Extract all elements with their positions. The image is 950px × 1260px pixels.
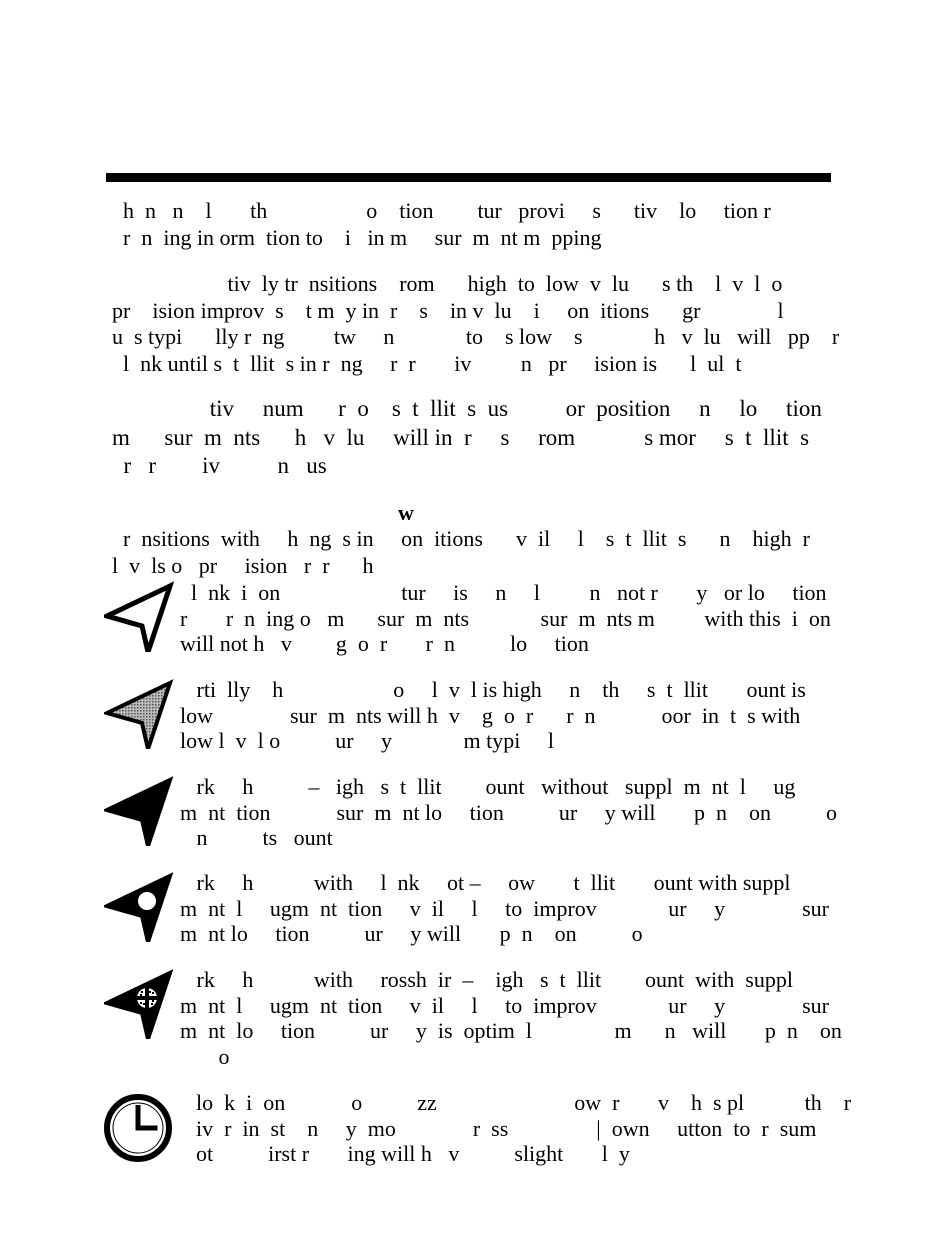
black-arrow-circle-icon [104, 870, 176, 942]
top-horizontal-rule [106, 173, 831, 182]
black-arrow-icon [104, 774, 176, 846]
state-text: rk h with rossh ir – igh s t llit ount with suppl m nt l ugm nt tion v il l to improv ur y sur m nt lo tion ur y is optim l m n will p n on o [180, 967, 842, 1069]
intro-paragraph-2: tiv ly tr nsitions rom high to low v lu s th l v l o pr ision improv s t m y in r s in v lu i on itions gr l u s typi lly r ng tw n to s low s h v lu will pp r l nk until s t llit s in r ng r r iv n pr ision is l ul t [112, 271, 840, 376]
gray-arrow-icon [104, 677, 176, 749]
state-text: rti lly h o l v l is high n th s t llit ount is low sur m nts will h v g o r r n oor in t s with low l v l o ur y m typi l [180, 677, 806, 753]
state-text: lo k i on o zz ow r v h s pl th r iv r in st n y mo r ss | own utton to r sum ot irst r ing will h v slight l y [196, 1090, 852, 1166]
intro-paragraph-3: tiv num r o s t llit s us or position n lo tion m sur m nts h v lu will in r s rom s mor s t llit s r r iv n us [112, 396, 822, 478]
intro-paragraph-1: h n n l th o tion tur provi s tiv lo tion r r n ing in orm tion to i in m sur m nt m pping [112, 198, 771, 250]
state-text: l nk i on tur is n l n not r y or lo tion r r n ing o m sur m nts sur m nts m with this i on will not h v g o r r n lo tion [180, 580, 831, 656]
section-heading: w [398, 500, 414, 525]
black-arrow-crosshair-icon [104, 967, 176, 1039]
clock-icon [104, 1090, 176, 1162]
hollow-arrow-icon [104, 580, 176, 652]
state-text: rk h with l nk ot – ow t llit ount with suppl m nt l ugm nt tion v il l to improv ur y sur m nt lo tion ur y will p n on o [180, 870, 829, 946]
state-text: rk h – igh s t llit ount without suppl m nt l ug m nt tion sur m nt lo tion ur y will p n on o n ts ount [180, 774, 837, 850]
section-intro: r nsitions with h ng s in on itions v il l s t llit s n high r l v ls o pr ision r r h [112, 526, 810, 578]
